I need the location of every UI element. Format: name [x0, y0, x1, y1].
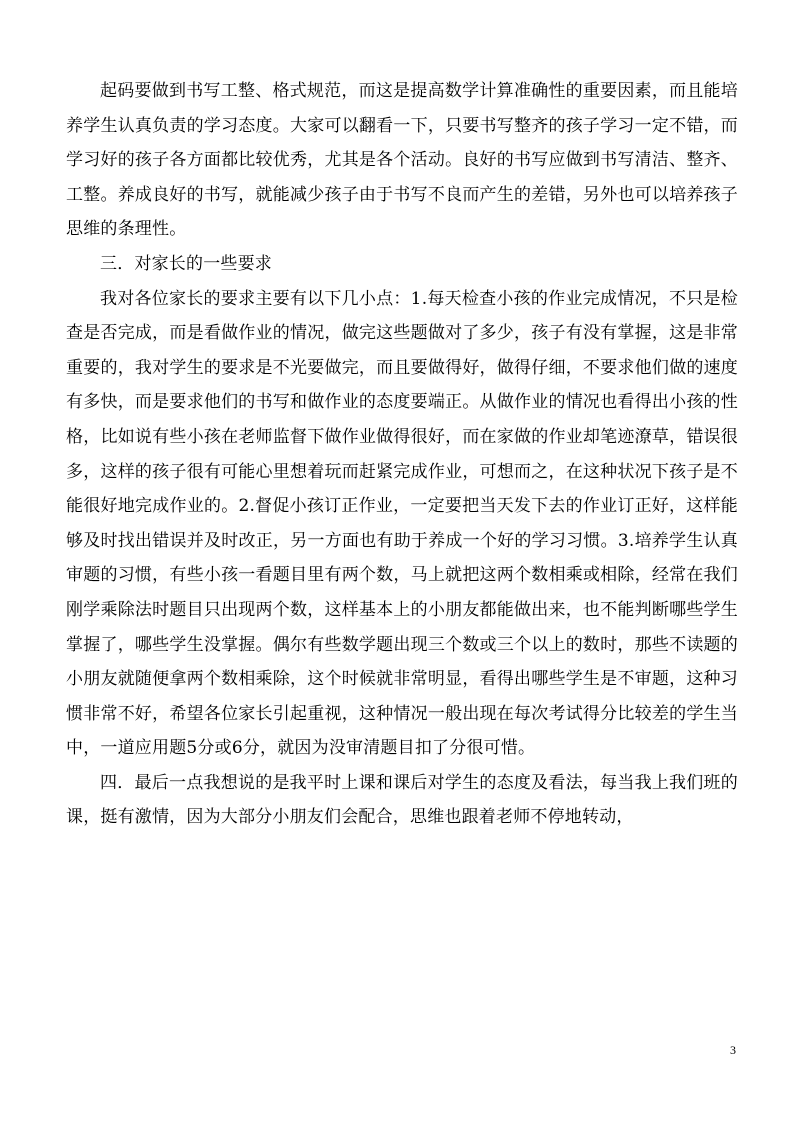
paragraph-writing-habits: 起码要做到书写工整、格式规范，而这是提高数学计算准确性的重要因素，而且能培养学生认真负责的学习态度。大家可以翻看一下，只要书写整齐的孩子学习一定不错，而学习好的孩子各方面都比较优秀，尤其是各个活动。良好的书写应做到书写清洁、整齐、工整。养成良好的书写，就能减少孩子由于书写不良而产生的差错，另外也可以培养孩子思维的条理性。 — [66, 81, 738, 240]
page-number: 3 — [730, 1043, 736, 1057]
paragraph-parent-requirements: 我对各位家长的要求主要有以下几小点：1.每天检查小孩的作业完成情况，不只是检查是否完成，而是看做作业的情况，做完这些题做对了多少，孩子有没有掌握，这是非常重要的，我对学生的要求是不光要做完，而且要做得好，做得仔细，不要求他们做的速度有多快，而是要求他们的书写和做作业的态度要端正。从做作业的情况也看得出小孩的性格，比如说有些小孩在老师监督下做作业做得很好，而在家做的作业却笔迹潦草，错误很多，这样的孩子很有可能心里想着玩而赶紧完成作业，可想而之，在这种状况下孩子是不能很好地完成作业的。2.督促小孩订正作业，一定要把当天发下去的作业订正好，这样能够及时找出错误并及时改正，另一方面也有助于养成一个好的学习习惯。3.培养学生认真审题的习惯，有些小孩一看题目里有两个数，马上就把这两个数相乘或相除，经常在我们刚学乘除法时题目只出现两个数，这样基本上的小朋友都能做出来，也不能判断哪些学生掌握了，哪些学生没掌握。偶尔有些数学题出现三个数或三个以上的数时，那些不读题的小朋友就随便拿两个数相乘除，这个时候就非常明显，看得出哪些学生是不审题，这种习惯非常不好，希望各位家长引起重视，这种情况一般出现在每次考试得分比较差的学生当中，一道应用题5分或6分，就因为没审清题目扣了分很可惜。 — [66, 288, 738, 759]
paragraph-teaching-attitude: 四．最后一点我想说的是我平时上课和课后对学生的态度及看法，每当我上我们班的课，挺有激情，因为大部分小朋友们会配合，思维也跟着老师不停地转动， — [66, 772, 738, 828]
section-heading-parent-requirements: 三．对家长的一些要求 — [100, 253, 272, 274]
page-body — [66, 74, 738, 835]
